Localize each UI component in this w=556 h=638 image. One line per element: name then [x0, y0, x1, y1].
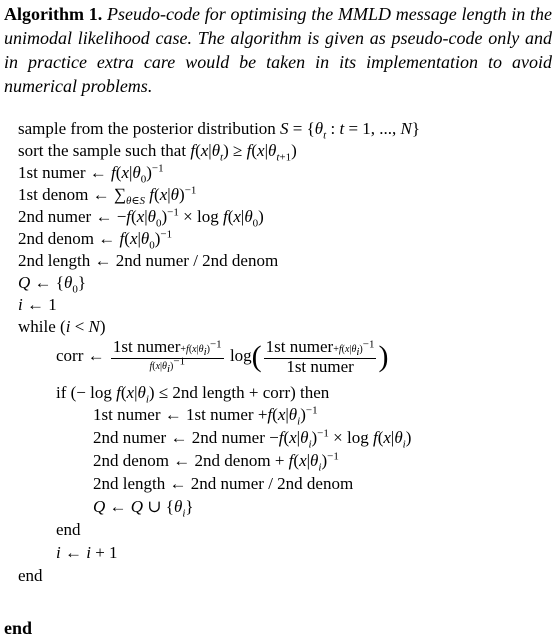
line-if: if (− $\log f(x|\theta_i) \le 2nd$ length + corr) then [56, 383, 330, 406]
line-increment-i: i ← i + 1 [56, 543, 118, 562]
line-while: while (i < N) [18, 317, 106, 336]
line-update-q: Q ← Q ∪ $\{\theta_i\}$ [93, 497, 194, 520]
line-end-if: end [56, 520, 81, 539]
line-i-init: i ← 1 [18, 295, 57, 314]
line-first-numer: 1st numer ← $f(x|\theta_0)^{-1}$ [18, 162, 164, 186]
line-q-init: Q ← $\{\theta_0\}$ [18, 273, 86, 296]
line-corr: corr ← $\frac{1st numer+f(x|\theta_i)^{-1}}{f(x|\theta_i)^{-1}}$ log( $\frac{1st numer+f(x|\theta_i)^{-1}}{\text{1st numer}}$ ) [56, 337, 389, 376]
line-update-first-numer: 1st numer ← 1st numer $+f(x|\theta_i)^{-1}$ [93, 404, 318, 428]
corr-fraction-left: $\frac{1st numer+f(x|\theta_i)^{-1}}{f(x|\theta_i)^{-1}}$ [112, 337, 222, 375]
algorithm-end: end [4, 618, 33, 638]
algorithm-label: Algorithm 1. [4, 4, 103, 24]
line-sample: sample from the posterior distribution $S = \{\theta_t$ : t = 1, ..., N} [18, 119, 421, 142]
line-end-while: end [18, 566, 43, 585]
line-update-second-length: 2nd length ← 2nd numer / 2nd denom [93, 474, 354, 493]
algorithm-caption-text: Pseudo-code for optimising the MMLD message length in the unimodal likelihood case. The algorithm is given as pseudo-code only and in practice extra care would be taken in its implementation to avoid numerical problems. [4, 4, 552, 96]
line-first-denom: 1st denom ← $\sum_{\theta\in S}$ $f(x|\theta)^{-1}$ [18, 184, 197, 207]
line-second-numer: 2nd numer ← $-f(x|\theta_0)^{-1} \times \log f(x|\theta_0)$ [18, 206, 264, 230]
line-update-second-denom: 2nd denom ← 2nd denom + $f(x|\theta_i)^{-1}$ [93, 450, 339, 474]
line-second-denom: 2nd denom ← $f(x|\theta_0)^{-1}$ [18, 228, 173, 252]
line-sort: sort the sample such that $f(x|\theta_t) \ge f(x|\theta_{t+1})$ [18, 141, 297, 164]
line-update-second-numer: 2nd numer ← 2nd numer $-f(x|\theta_i)^{-1} \times \log f(x|\theta_i)$ [93, 427, 412, 451]
algorithm-caption [4, 2, 552, 98]
corr-fraction-right: $\frac{1st numer+f(x|\theta_i)^{-1}}{\text{1st numer}}$ [265, 337, 375, 376]
line-second-length: 2nd length ← 2nd numer / 2nd denom [18, 251, 279, 270]
